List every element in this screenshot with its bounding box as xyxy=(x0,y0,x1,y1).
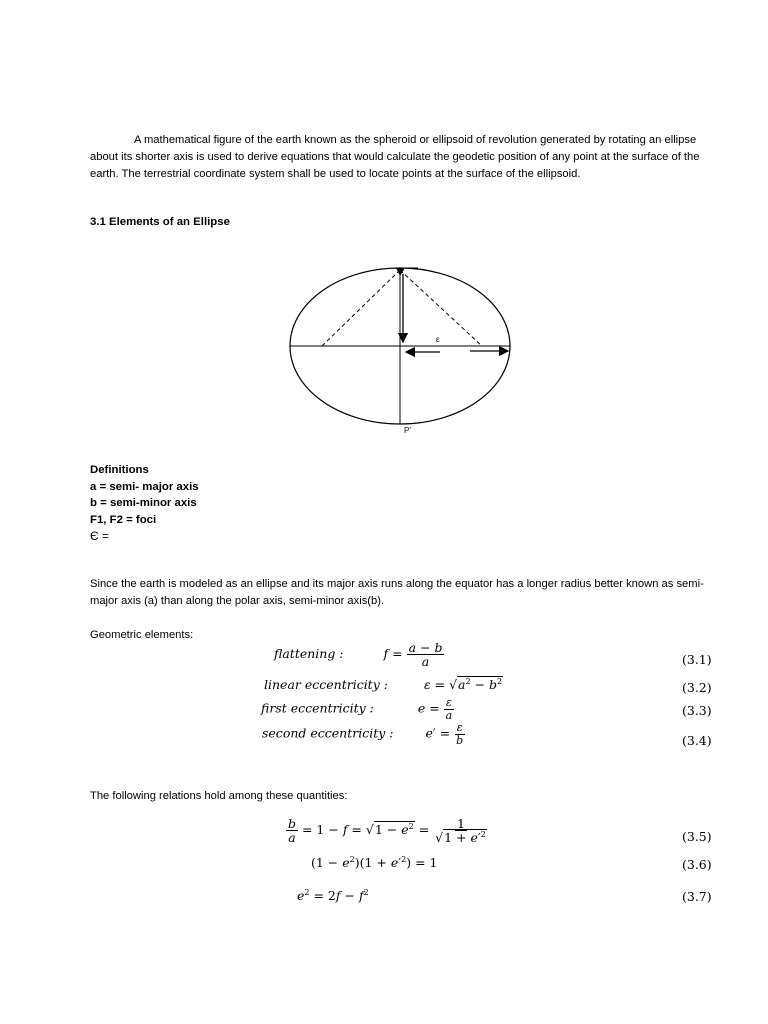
equation-3-4: second eccentricity : e′ = $\frac{\varepsilon}{b}$ xyxy=(262,721,464,747)
pole-bottom-label: P' xyxy=(404,426,411,435)
equation-3-3: first eccentricity : e = $\frac{\varepsilon}{a}$ xyxy=(261,696,453,722)
definition-epsilon: Є = xyxy=(90,529,109,543)
flattening-label: flattening : xyxy=(274,646,344,662)
equation-number-3-1: (3.1) xyxy=(682,652,712,667)
relations-label: The following relations hold among these quantities: xyxy=(90,790,348,802)
equation-number-3-5: (3.5) xyxy=(682,829,712,844)
second-eccentricity-label: second eccentricity : xyxy=(262,725,394,741)
dashed-line-left xyxy=(322,270,400,346)
definition-foci: F1, F2 = foci xyxy=(90,513,157,526)
equation-3-7: $e^2 = 2f - f^2$ xyxy=(297,888,369,904)
intro-paragraph: A mathematical figure of the earth known as the spheroid or ellipsoid of revolution generated by rotating an ellipse about its shorter axis is used to derive equations that would calculate the geodetic position of any point at the surface of the earth. The terrestrial coordinate system shall be used to locate points at the surface of the ellipsoid. xyxy=(90,134,700,180)
geometric-elements-label: Geometric elements: xyxy=(90,629,194,641)
definitions-title: Definitions xyxy=(90,464,149,476)
equation-number-3-2: (3.2) xyxy=(682,680,712,695)
linear-eccentricity-label: linear eccentricity : xyxy=(264,677,388,693)
equation-3-5: $\frac{b}{a}$ = $1 - f = √1 - e^2$ = $\frac{1}{√1 + e'^2}$ xyxy=(288,816,486,846)
epsilon-label: ε xyxy=(436,335,440,344)
equation-number-3-6: (3.6) xyxy=(682,857,712,872)
ellipse-figure xyxy=(0,260,768,460)
equation-number-3-7: (3.7) xyxy=(682,889,712,904)
definition-a: a = semi- major axis xyxy=(90,480,199,493)
section-heading: 3.1 Elements of an Ellipse xyxy=(90,216,230,228)
dashed-line-right xyxy=(400,270,482,346)
equation-3-6: $(1 - e^2)(1 + e'^2) = 1$ xyxy=(311,855,438,871)
definition-b: b = semi-minor axis xyxy=(90,497,197,509)
body-paragraph: Since the earth is modeled as an ellipse and its major axis runs along the equator has a longer radius better known as semi-major axis (a) than along the polar axis, semi-minor axis(b). xyxy=(90,578,704,607)
equation-number-3-4: (3.4) xyxy=(682,733,712,748)
first-eccentricity-label: first eccentricity : xyxy=(261,700,374,716)
equation-3-2: linear eccentricity : $\varepsilon = √a^2 - b^2$ xyxy=(264,677,503,693)
equation-number-3-3: (3.3) xyxy=(682,703,712,718)
definitions-block xyxy=(90,462,199,545)
equation-3-1: flattening : f = $\frac{a - b}{a}$ xyxy=(274,640,443,670)
